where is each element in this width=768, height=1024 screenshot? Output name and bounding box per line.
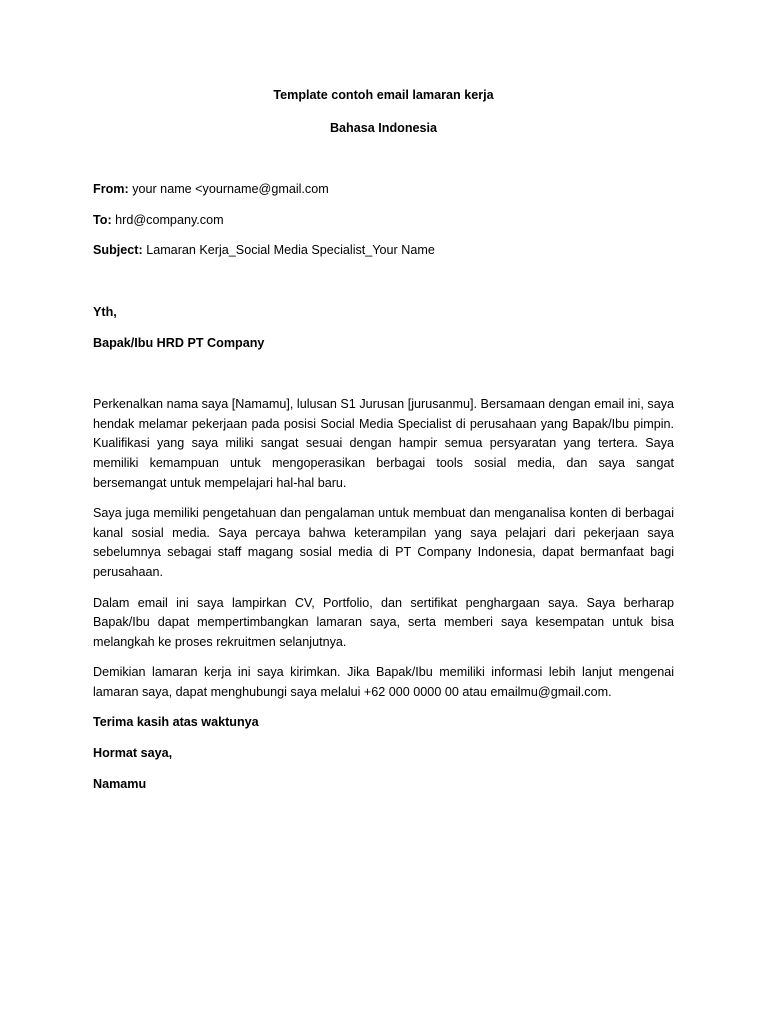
document-subtitle: Bahasa Indonesia xyxy=(329,120,438,135)
signature-name: Namamu xyxy=(93,776,147,791)
salutation-recipient: Bapak/Ibu HRD PT Company xyxy=(93,335,265,350)
subject-line xyxy=(93,241,674,261)
body-paragraph: Demikian lamaran kerja ini saya kirimkan. Jika Bapak/Ibu memiliki informasi lebih lanjut mengenai lamaran saya, dapat menghubungi saya melalui +62 000 0000 00 atau emailmu@gmail.com. xyxy=(93,665,674,699)
body-paragraph: Saya juga memiliki pengetahuan dan pengalaman untuk membuat dan menganalisa konten di berbagai kanal sosial media. Saya percaya bahwa keterampilan yang saya pelajari dari pekerjaan saya sebelumnya sebagai staff magang sosial media di PT Company Indonesia, dapat bermanfaat bagi perusahaan. xyxy=(93,506,674,579)
from-line xyxy=(93,180,674,200)
body-paragraph: Perkenalkan nama saya [Namamu], lulusan S1 Jurusan [jurusanmu]. Bersamaan dengan email ini, saya hendak melamar pekerjaan pada posisi Social Media Specialist di perusahaan yang Bapak/Ibu pimpin. Kualifikasi yang saya miliki sangat sesuai dengan hampir semua persyaratan yang tertera. Saya memiliki kemampuan untuk mengoperasikan berbagai tools sosial media, dan saya sangat bersemangat untuk mempelajari hal-hal baru. xyxy=(93,397,674,490)
from-label: From: xyxy=(93,182,129,197)
subject-value: Lamaran Kerja_Social Media Specialist_Your Name xyxy=(146,243,435,258)
body-paragraph: Dalam email ini saya lampirkan CV, Portfolio, dan sertifikat penghargaan saya. Saya berharap Bapak/Ibu dapat mempertimbangkan lamaran saya, serta memberi saya kesempatan untuk bisa melangkah ke proses rekruitmen selanjutnya. xyxy=(93,595,674,649)
salutation-yth: Yth, xyxy=(93,304,117,319)
closing-regards: Hormat saya, xyxy=(93,746,173,761)
document-title: Template contoh email lamaran kerja xyxy=(273,88,494,102)
to-value: hrd@company.com xyxy=(115,212,224,227)
from-value: your name <yourname@gmail.com xyxy=(132,182,329,197)
letter-content xyxy=(93,86,674,805)
subject-label: Subject: xyxy=(93,243,143,258)
to-line xyxy=(93,211,674,231)
to-label: To: xyxy=(93,212,112,227)
closing-thanks: Terima kasih atas waktunya xyxy=(93,715,259,730)
